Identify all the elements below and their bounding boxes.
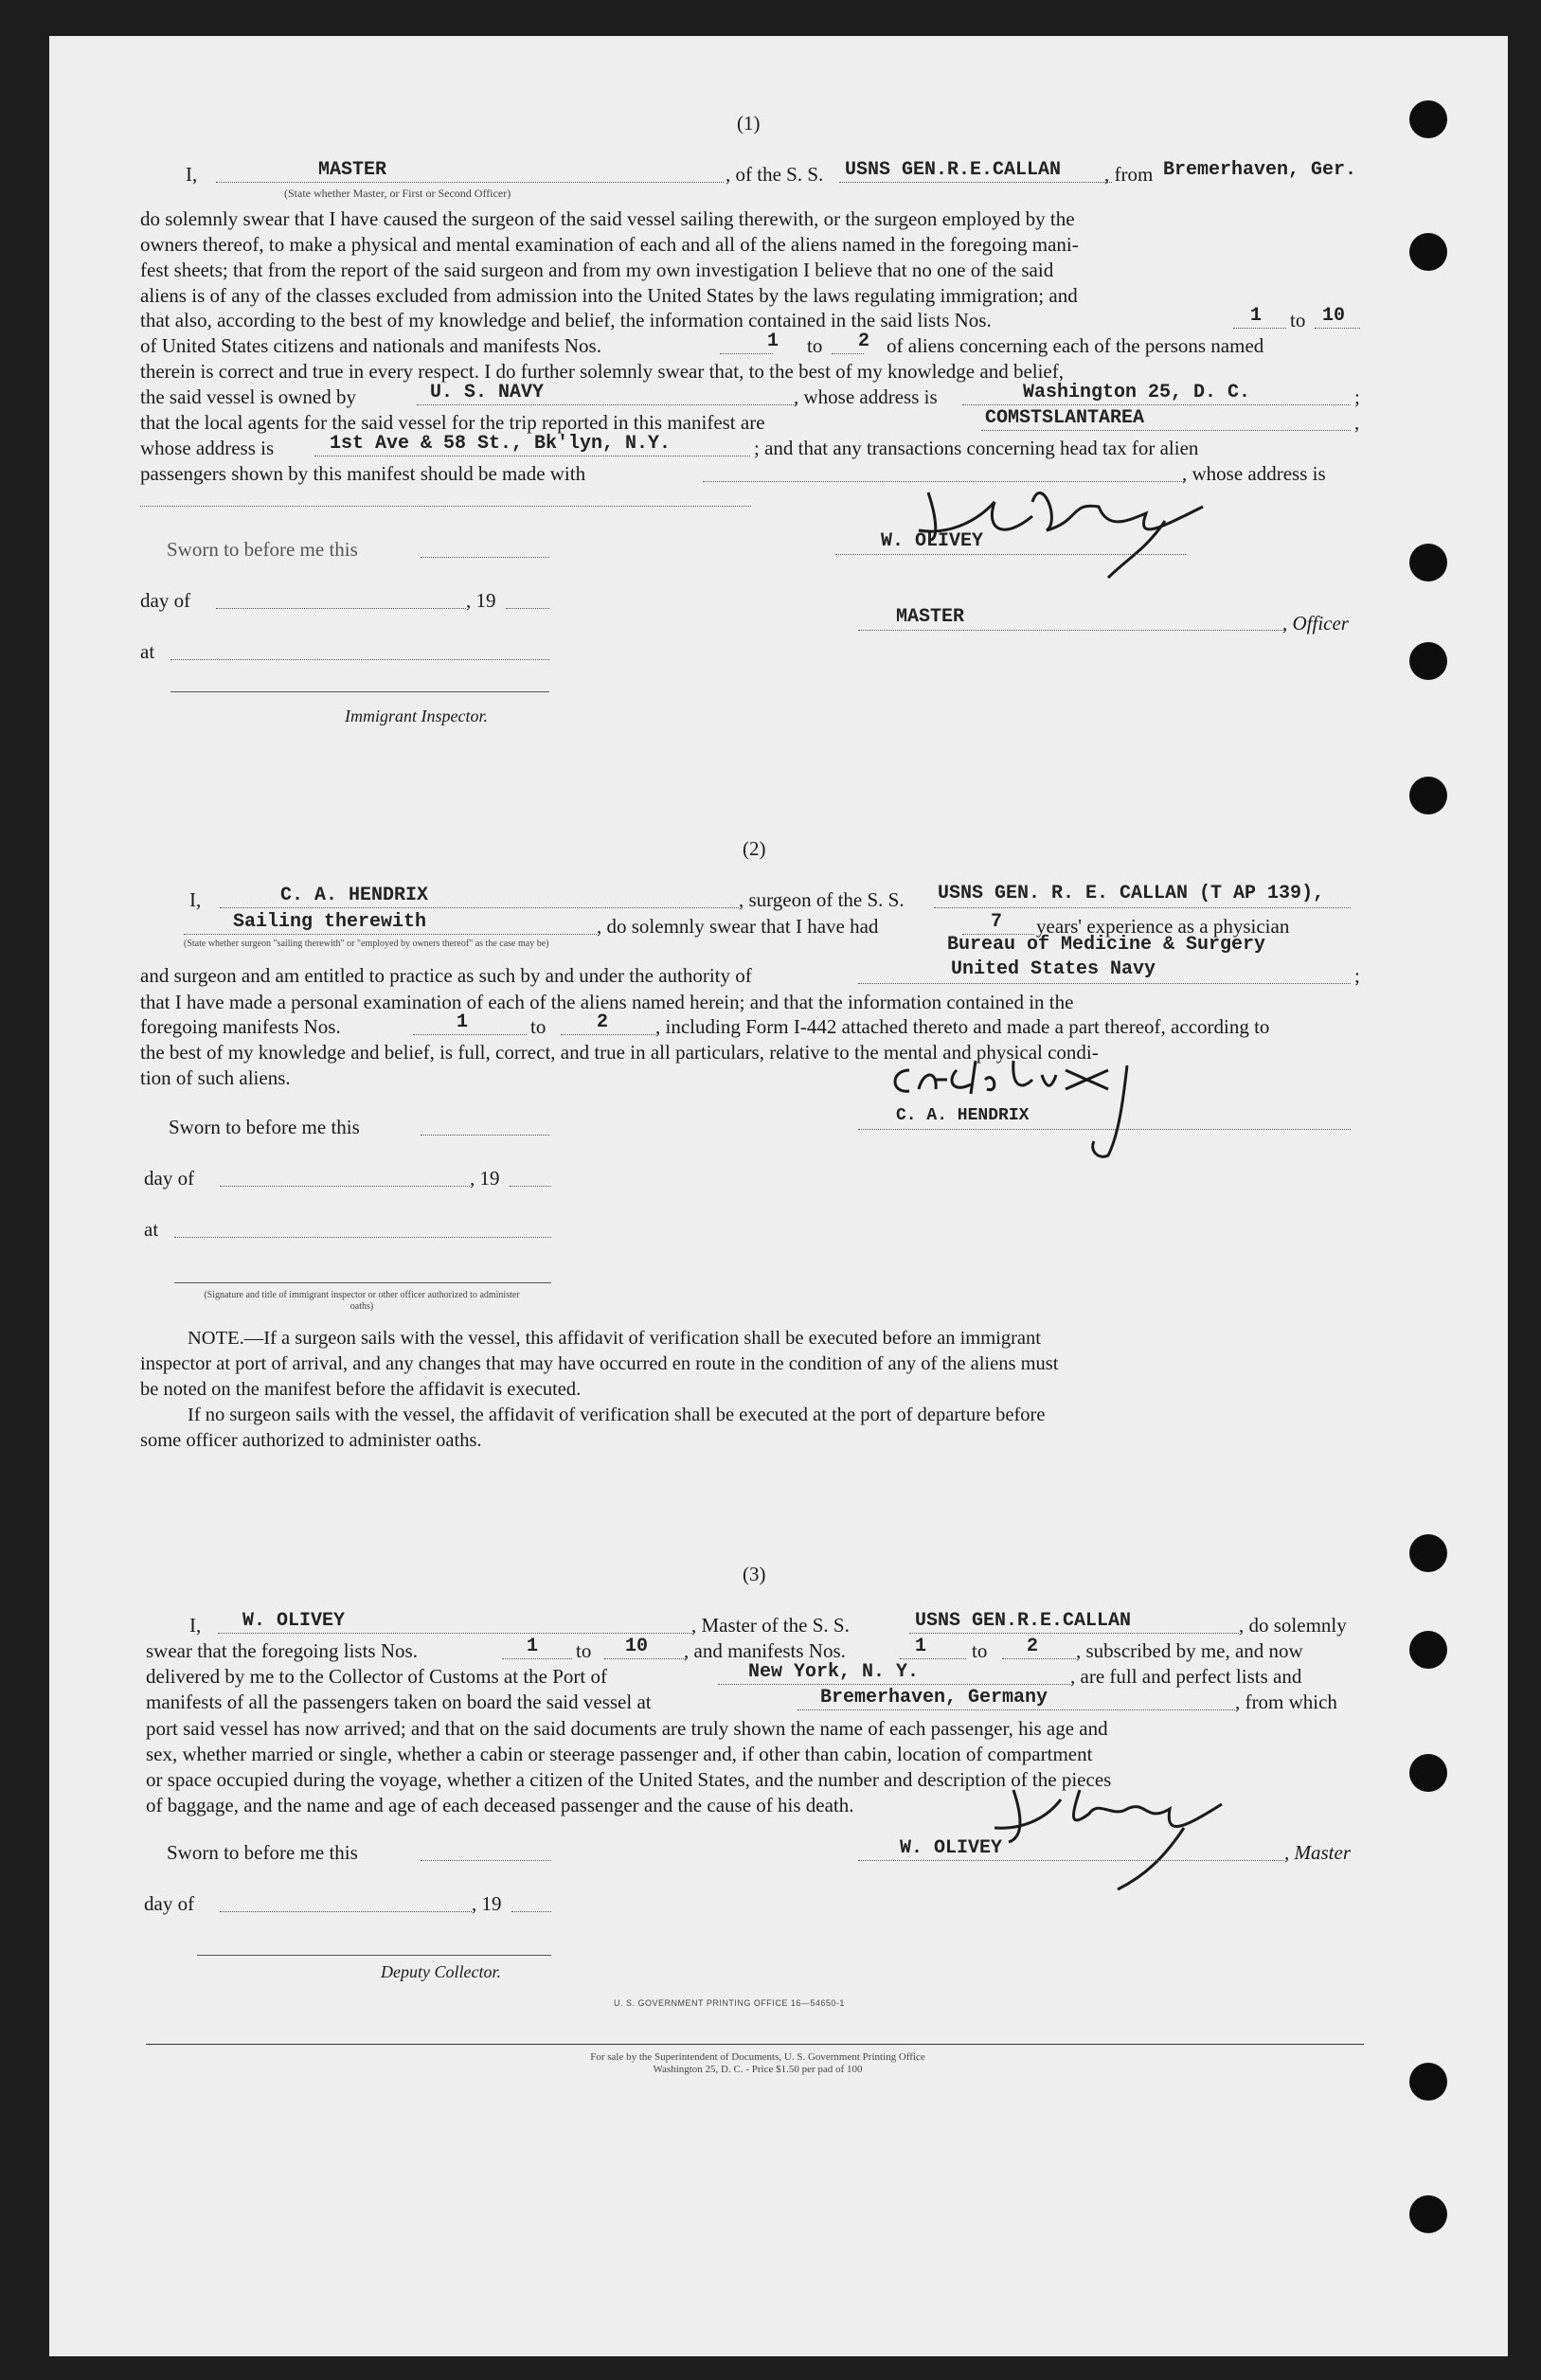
solemnly-label: , do solemnly xyxy=(1239,1614,1347,1637)
origin-port: Bremerhaven, Germany xyxy=(820,1687,1048,1709)
lists-from: 1 xyxy=(527,1636,539,1657)
officer-rank-value: MASTER xyxy=(318,159,387,181)
paragraph-line: owners thereof, to make a physical and mental examination of each and all of the aliens named in the foregoing mani- xyxy=(140,233,1079,256)
paragraph-line: delivered by me to the Collector of Customs at the Port of xyxy=(146,1665,607,1688)
paragraph-line: port said vessel has now arrived; and that on the said documents are truly shown the name of each passenger, his age and xyxy=(146,1717,1108,1740)
to-label: to xyxy=(576,1639,592,1662)
sworn-label: Sworn to before me this xyxy=(167,1841,358,1864)
paragraph-line: sex, whether married or single, whether a cabin or steerage passenger and, if other than cabin, location of compartment xyxy=(146,1743,1093,1765)
paragraph-line: , and manifests Nos. xyxy=(684,1639,846,1662)
section-number: (1) xyxy=(737,112,761,134)
deputy-label: Deputy Collector. xyxy=(381,1962,501,1981)
year-label: , 19 xyxy=(466,589,496,612)
master-signature xyxy=(919,464,1231,587)
punch-hole xyxy=(1409,1754,1447,1792)
signer-title: MASTER xyxy=(896,606,965,628)
manifests-from: 1 xyxy=(767,331,779,352)
sale-line-2: Washington 25, D. C. - Price $1.50 per pad of 100 xyxy=(653,2064,863,2075)
punch-hole xyxy=(1409,777,1447,814)
authority-value: Bureau of Medicine & Surgery xyxy=(947,934,1266,956)
surgeon-signer: C. A. HENDRIX xyxy=(896,1106,1030,1125)
paragraph-line: swear that the foregoing lists Nos. xyxy=(146,1639,418,1662)
master-of-label: , Master of the S. S. xyxy=(691,1614,850,1637)
punch-hole xyxy=(1409,642,1447,680)
sworn-label: Sworn to before me this xyxy=(167,538,358,561)
owner-address: Washington 25, D. C. xyxy=(1023,382,1251,403)
day-of-label: day of xyxy=(144,1167,195,1190)
years-exp-label: years' experience as a physician xyxy=(1036,915,1290,938)
punch-hole xyxy=(1409,1534,1447,1572)
officer-label: , Officer xyxy=(1282,612,1349,635)
lists-to: 10 xyxy=(625,1636,649,1657)
authority-value-2: United States Navy xyxy=(951,958,1156,980)
paragraph-line: , whose address is xyxy=(1182,462,1326,485)
departure-port: Bremerhaven, Ger. xyxy=(1163,159,1357,181)
paragraph-line: the best of my knowledge and belief, is full, correct, and true in all particulars, relative to the mental and physical condi- xyxy=(140,1041,1099,1064)
surgeon-of-label: , surgeon of the S. S. xyxy=(739,888,905,911)
vessel-owner: U. S. NAVY xyxy=(430,382,545,403)
paragraph-line: that the local agents for the said vessel for the trip reported in this manifest are xyxy=(140,411,765,434)
punch-hole xyxy=(1409,2195,1447,2233)
i-label: I, xyxy=(189,1614,202,1637)
sailing-status: Sailing therewith xyxy=(233,911,427,933)
paragraph-line: that also, according to the best of my knowledge and belief, the information contained in the said lists Nos. xyxy=(140,309,992,331)
sig-hint: (Signature and title of immigrant inspector or other officer authorized to administer oaths) xyxy=(204,1290,520,1312)
note-line: If no surgeon sails with the vessel, the affidavit of verification shall be executed at the port of departure before xyxy=(188,1405,1046,1425)
i-label: I, xyxy=(186,163,198,186)
to-label: to xyxy=(530,1015,547,1038)
master-signature xyxy=(994,1762,1241,1894)
sailing-hint: (State whether surgeon "sailing therewith" or "employed by owners thereof" as the case may be) xyxy=(184,939,549,949)
paragraph-line: or space occupied during the voyage, whether a citizen of the United States, and the number and description of the pieces xyxy=(146,1768,1112,1791)
paragraph-line: , subscribed by me, and now xyxy=(1076,1639,1303,1662)
punch-hole xyxy=(1409,2063,1447,2101)
note-line: NOTE.—If a surgeon sails with the vessel, this affidavit of verification shall be executed before an immigrant xyxy=(188,1328,1041,1349)
paragraph-line: of aliens concerning each of the persons named xyxy=(887,334,1264,357)
paragraph-line: , are full and perfect lists and xyxy=(1070,1665,1302,1688)
manifests-to: 2 xyxy=(597,1011,609,1033)
paragraph-line: tion of such aliens. xyxy=(140,1066,291,1089)
at-label: at xyxy=(144,1218,159,1241)
paragraph-line: and surgeon and am entitled to practice as such by and under the authority of xyxy=(140,964,752,987)
of-ss-label: , of the S. S. xyxy=(726,163,824,186)
punch-hole xyxy=(1409,1631,1447,1669)
manifests-to: 2 xyxy=(858,331,870,352)
master-label: , Master xyxy=(1284,1841,1351,1864)
semicolon: ; xyxy=(1354,385,1360,408)
paragraph-line: whose address is xyxy=(140,437,275,459)
sworn-label: Sworn to before me this xyxy=(169,1116,360,1138)
paragraph-line: aliens is of any of the classes excluded from admission into the United States by the laws regulating immigration; and xyxy=(140,284,1078,307)
master-name: W. OLIVEY xyxy=(242,1610,346,1632)
manifest-page xyxy=(49,36,1508,2356)
manifests-to: 2 xyxy=(1027,1636,1039,1657)
manifests-from: 1 xyxy=(457,1011,469,1033)
day-of-label: day of xyxy=(144,1892,195,1915)
paragraph-line: , including Form I-442 attached thereto and made a part thereof, according to xyxy=(655,1015,1270,1038)
officer-rank-hint: (State whether Master, or First or Second Officer) xyxy=(284,187,511,200)
arrival-port: New York, N. Y. xyxy=(748,1661,920,1683)
note-paragraph xyxy=(140,1326,1058,1454)
paragraph-line: foregoing manifests Nos. xyxy=(140,1015,341,1038)
inspector-label: Immigrant Inspector. xyxy=(345,707,488,725)
year-label: , 19 xyxy=(472,1892,502,1915)
note-line: some officer authorized to administer oaths. xyxy=(140,1430,482,1451)
oath-paragraph xyxy=(146,1716,1111,1818)
day-of-label: day of xyxy=(140,589,191,612)
year-label: , 19 xyxy=(470,1167,500,1190)
swear-label: , do solemnly swear that I have had xyxy=(597,915,879,938)
to-label: to xyxy=(972,1639,988,1662)
surgeon-name: C. A. HENDRIX xyxy=(280,885,429,906)
section-number: (2) xyxy=(743,837,766,860)
paragraph-line: fest sheets; that from the report of the said surgeon and from my own investigation I believe that no one of the said xyxy=(140,259,1054,281)
lists-from: 1 xyxy=(1250,305,1263,327)
local-agents: COMSTSLANTAREA xyxy=(985,407,1145,429)
note-line: inspector at port of arrival, and any changes that may have occurred en route in the condition of any of the aliens must xyxy=(140,1353,1059,1374)
agents-address: 1st Ave & 58 St., Bk'lyn, N.Y. xyxy=(330,433,672,455)
paragraph-line: the said vessel is owned by xyxy=(140,385,357,408)
paragraph-line: of baggage, and the name and age of each deceased passenger and the cause of his death. xyxy=(146,1794,854,1816)
at-label: at xyxy=(140,640,155,663)
paragraph-line: , whose address is xyxy=(794,385,938,408)
punch-hole xyxy=(1409,544,1447,582)
oath-paragraph xyxy=(140,206,1079,309)
section-number: (3) xyxy=(743,1563,766,1585)
to-label: to xyxy=(807,334,823,357)
vessel-name: USNS GEN. R. E. CALLAN (T AP 139), xyxy=(938,883,1325,904)
note-line: be noted on the manifest before the affidavit is executed. xyxy=(140,1379,582,1400)
paragraph-line: therein is correct and true in every respect. I do further solemnly swear that, to the best of my knowledge and belief, xyxy=(140,360,1064,383)
lists-to: 10 xyxy=(1322,305,1346,327)
years-experience: 7 xyxy=(991,911,1003,933)
signer-name: W. OLIVEY xyxy=(900,1837,1003,1859)
paragraph-line: passengers shown by this manifest should be made with xyxy=(140,462,586,485)
i-label: I, xyxy=(189,888,202,911)
paragraph-line: that I have made a personal examination of each of the aliens named herein; and that the information contained in the xyxy=(140,991,1074,1013)
sale-line-1: For sale by the Superintendent of Documents, U. S. Government Printing Office xyxy=(590,2051,925,2063)
paragraph-line: ; and that any transactions concerning head tax for alien xyxy=(754,437,1199,459)
paragraph-line: manifests of all the passengers taken on board the said vessel at xyxy=(146,1691,652,1713)
punch-hole xyxy=(1409,233,1447,271)
punch-hole xyxy=(1409,100,1447,138)
from-label: , from xyxy=(1104,163,1154,186)
paragraph-line: , from which xyxy=(1235,1691,1337,1713)
signer-name: W. OLIVEY xyxy=(881,530,984,552)
paragraph-line: of United States citizens and nationals and manifests Nos. xyxy=(140,334,601,357)
vessel-name: USNS GEN.R.E.CALLAN xyxy=(845,159,1062,181)
vessel-name: USNS GEN.R.E.CALLAN xyxy=(915,1610,1132,1632)
paragraph-line: do solemnly swear that I have caused the surgeon of the said vessel sailing therewith, or the surgeon employed by the xyxy=(140,207,1075,230)
gpo-imprint: U. S. GOVERNMENT PRINTING OFFICE 16—54650-1 xyxy=(614,1998,845,2008)
comma: , xyxy=(1354,411,1360,434)
to-label: to xyxy=(1290,309,1306,331)
manifests-from: 1 xyxy=(915,1636,927,1657)
semicolon: ; xyxy=(1354,964,1360,987)
